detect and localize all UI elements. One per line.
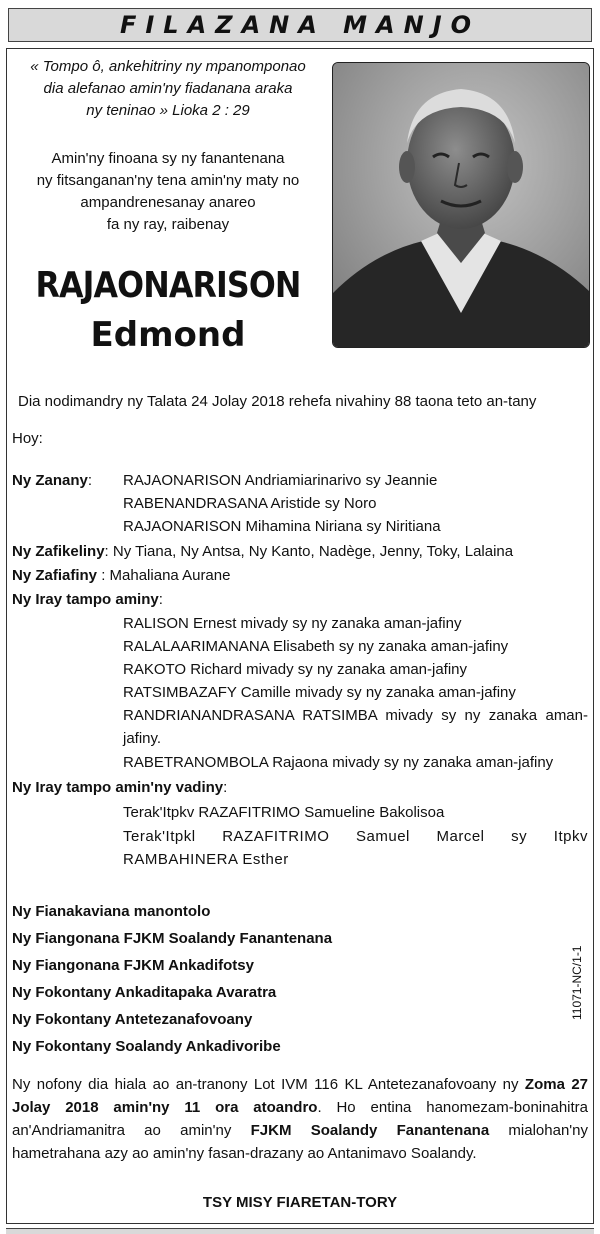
intro-line: ampandrenesanay anareo (80, 194, 256, 211)
family-zafiafiny (12, 564, 230, 587)
funeral-date: Zoma 27 Jolay 2018 amin'ny 11 ora atoandro (12, 1076, 589, 1116)
family-sibling-item: RALISON Ernest mivady sy ny zanaka aman-jafiny (123, 615, 462, 632)
intro-line: Amin'ny finoana sy ny fanantenana (51, 150, 285, 167)
verse-line: ny teninao » Lioka 2 : 29 (86, 102, 250, 119)
bible-verse (12, 56, 324, 122)
funeral-text: mialohan'ny hametrahana azy ao amin'ny fasan-drazany ao Antanimavo Soalandy. (12, 1122, 589, 1162)
iray-tampo-vadiny-label: Ny Iray tampo amin'ny vadiny (12, 779, 224, 796)
organization-item: Ny Fiangonana FJKM Soalandy Fanantenana (12, 930, 333, 947)
funeral-text: . Ho entina hanomezam-boninahitra an'Andriamanitra ao amin'ny (12, 1099, 588, 1139)
bottom-rule (6, 1228, 594, 1234)
family-zanany-item: RABENANDRASANA Aristide sy Noro (123, 495, 377, 512)
family-sibling-item: RATSIMBAZAFY Camille mivady sy ny zanaka aman-jafiny (123, 684, 516, 701)
iray-tampo-aminy-label: Ny Iray tampo aminy (12, 591, 159, 608)
death-notice: Dia nodimandry ny Talata 24 Jolay 2018 rehefa nivahiny 88 taona teto an-tany (18, 393, 537, 410)
family-sibling-item: RALALAARIMANANA Elisabeth sy ny zanaka aman-jafiny (123, 638, 509, 655)
family-zafikeliny: Ny Zafikeliny: Ny Tiana, Ny Antsa, Ny Kanto, Nadège, Jenny, Toky, Lalaina (12, 543, 514, 560)
portrait-photo (332, 62, 590, 348)
intro-text (12, 148, 324, 236)
zafikeliny-label: Ny Zafikeliny (12, 543, 105, 560)
deceased-given-name: Edmond (90, 315, 246, 355)
closing-note: TSY MISY FIARETAN-TORY (202, 1194, 398, 1211)
organization-item: Ny Fianakaviana manontolo (12, 903, 211, 920)
zanany-label: Ny Zanany (12, 472, 88, 489)
deceased-surname: RAJAONARISON (35, 265, 301, 306)
family-spouse-sibling-item: Terak'Itpkv RAZAFITRIMO Samueline Bakolisoa (123, 804, 445, 821)
intro-line: fa ny ray, raibenay (106, 216, 230, 233)
organization-item: Ny Fiangonana FJKM Ankadifotsy (12, 957, 254, 974)
reference-code: 11071-NC/1-1 (570, 945, 584, 1020)
family-spouse-sibling-item: Terak'Itpkl RAZAFITRIMO Samuel Marcel sy Itpkv RAMBAHINERA Esther (123, 828, 588, 868)
funeral-details (12, 1073, 588, 1165)
family-sibling-item: RAKOTO Richard mivady sy ny zanaka aman-jafiny (123, 661, 468, 678)
funeral-text: Ny nofony dia hiala ao an-tranony Lot IVM 116 KL Antetezanafovoany ny (12, 1076, 525, 1093)
family-sibling-item: RANDRIANANDRASANA RATSIMBA mivady sy ny zanaka aman-jafiny. (123, 707, 588, 747)
zafiafiny-value: : Mahaliana Aurane (101, 567, 231, 584)
family-iray-tampo-aminy-label: Ny Iray tampo aminy: (12, 591, 163, 608)
notice-header (8, 8, 592, 42)
family-zanany-label: Ny Zanany: (12, 472, 93, 489)
notice-title: FILAZANA MANJO (119, 11, 481, 39)
hoy-label: Hoy: (12, 430, 43, 447)
family-sibling-item: RABETRANOMBOLA Rajaona mivady sy ny zanaka aman-jafiny (123, 754, 554, 771)
zafikeliny-value: Ny Tiana, Ny Antsa, Ny Kanto, Nadège, Jenny, Toky, Lalaina (112, 543, 514, 560)
verse-line: dia alefanao amin'ny fiadanana araka (43, 80, 293, 97)
family-iray-tampo-vadiny-label: Ny Iray tampo amin'ny vadiny: (12, 779, 228, 796)
organization-item: Ny Fokontany Antetezanafovoany (12, 1011, 253, 1028)
family-zanany-item: RAJAONARISON Mihamina Niriana sy Niritiana (123, 518, 441, 535)
family-zanany-first: RAJAONARISON Andriamiarinarivo sy Jeannie (123, 472, 438, 489)
organization-item: Ny Fokontany Soalandy Ankadivoribe (12, 1038, 281, 1055)
organization-item: Ny Fokontany Ankaditapaka Avaratra (12, 984, 277, 1001)
intro-line: ny fitsanganan'ny tena amin'ny maty no (36, 172, 300, 189)
funeral-church: FJKM Soalandy Fanantenana (250, 1122, 490, 1139)
zafiafiny-label: Ny Zafiafiny (12, 567, 98, 584)
verse-line: « Tompo ô, ankehitriny ny mpanomponao (30, 58, 306, 75)
organizations-list (12, 898, 332, 1060)
